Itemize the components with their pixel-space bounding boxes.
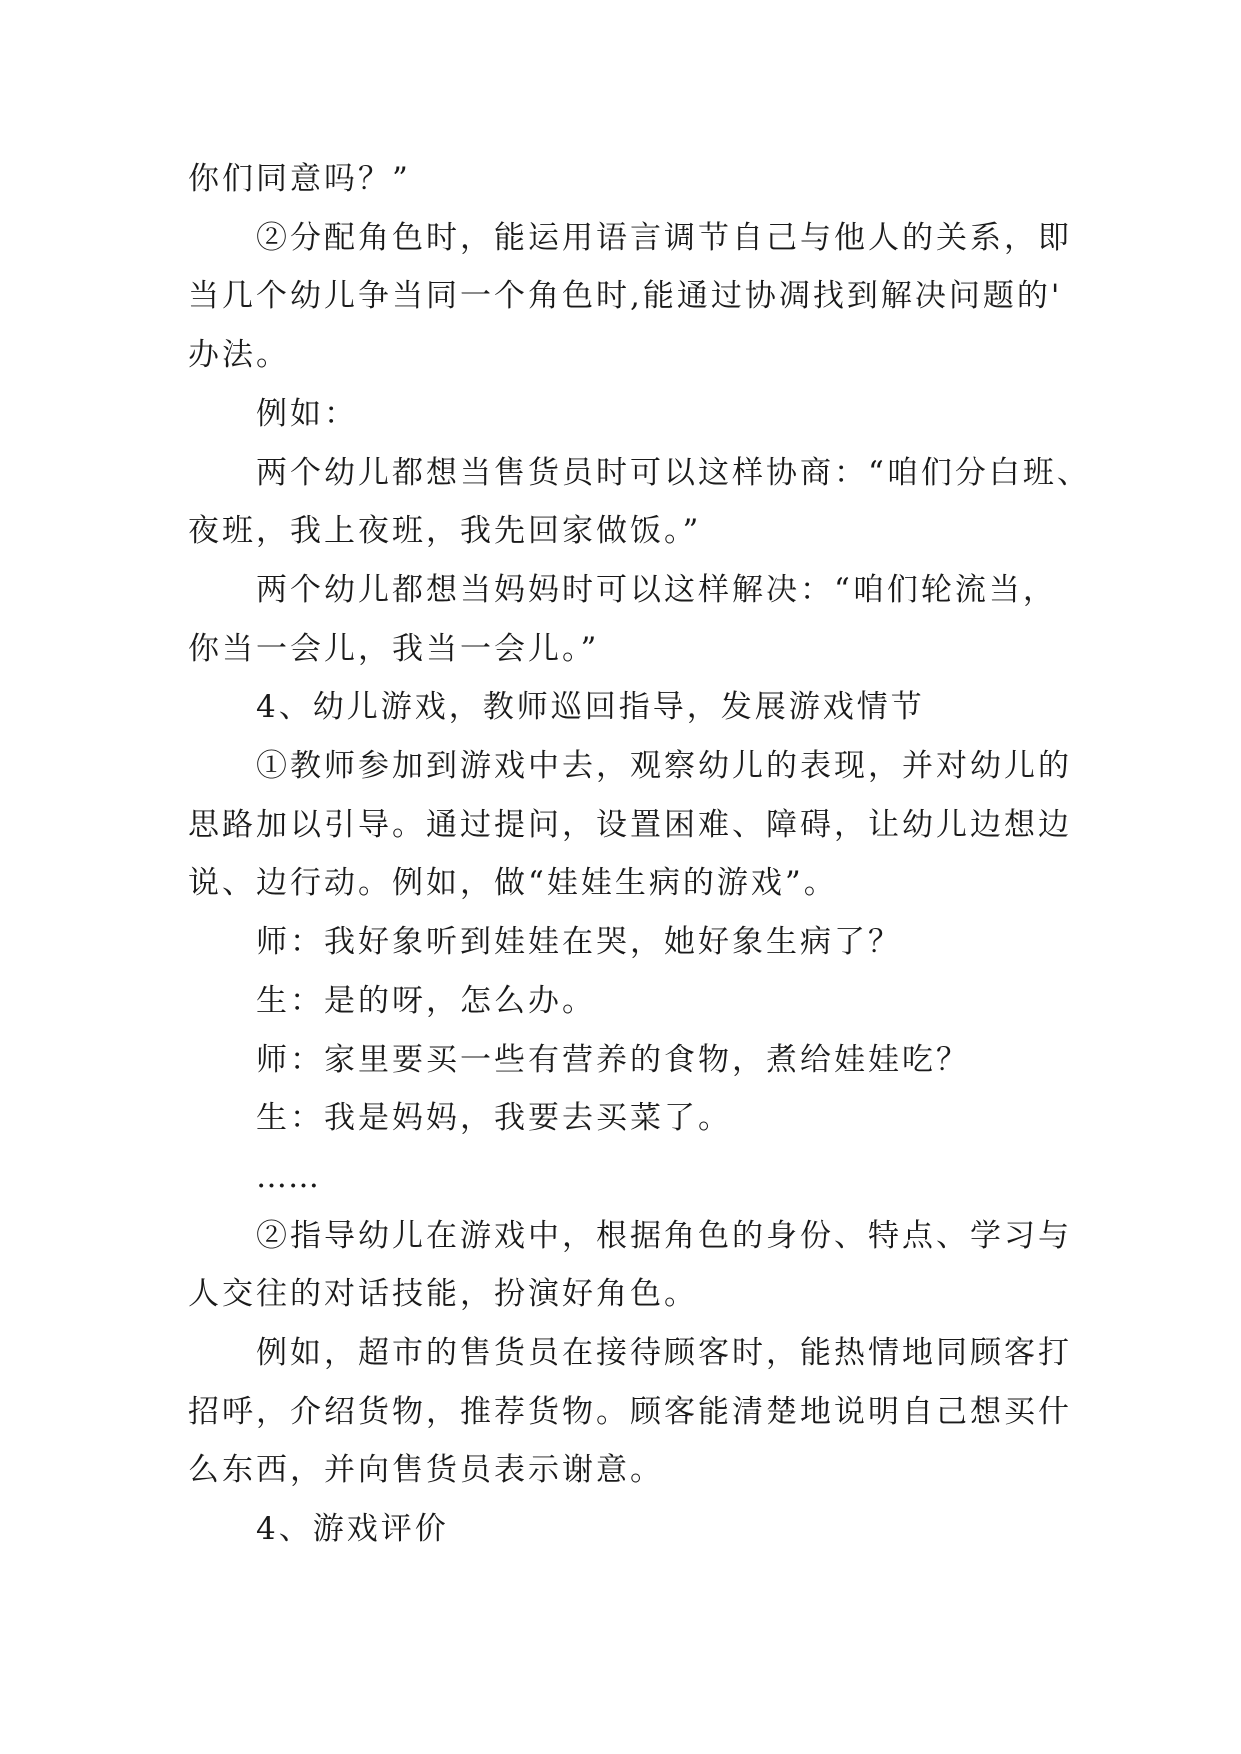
paragraph-line: 例如，超市的售货员在接待顾客时，能热情地同顾客打 (256, 1335, 1072, 1372)
paragraph-line: 招呼，介绍货物，推荐货物。顾客能清楚地说明自己想买什 (188, 1393, 1072, 1430)
paragraph-line: 夜班，我上夜班，我先回家做饭。” (188, 513, 702, 550)
paragraph-line: 你们同意吗？” (188, 161, 411, 197)
dialogue-line: 生：我是妈妈，我要去买菜了。 (256, 1100, 732, 1137)
ellipsis-line: …… (256, 1158, 320, 1195)
document-body (188, 150, 1091, 1559)
dialogue-line: 师：我好象听到娃娃在哭，她好象生病了？ (256, 924, 902, 961)
paragraph-line: 思路加以引导。通过提问，设置困难、障碍，让幼儿边想边 (188, 806, 1072, 843)
paragraph-line: 两个幼儿都想当售货员时可以这样协商：“咱们分白班、 (256, 454, 1091, 491)
paragraph-line: 人交往的对话技能，扮演好角色。 (188, 1276, 698, 1313)
paragraph-line: 说、边行动。例如，做“娃娃生病的游戏”。 (188, 865, 838, 902)
paragraph-line: 么东西，并向售货员表示谢意。 (188, 1452, 664, 1489)
paragraph-line: 例如： (256, 395, 358, 432)
section-heading: 4、幼儿游戏，教师巡回指导，发展游戏情节 (256, 689, 925, 726)
dialogue-line: 生：是的呀，怎么办。 (256, 982, 596, 1019)
paragraph-line: ①教师参加到游戏中去，观察幼儿的表现，并对幼儿的 (256, 748, 1072, 785)
paragraph-line: 当几个幼儿争当同一个角色时,能通过协凋找到解决问题的' (188, 278, 1063, 315)
paragraph-line: ②分配角色时，能运用语言调节自己与他人的关系，即 (256, 219, 1072, 256)
paragraph-line: 两个幼儿都想当妈妈时可以这样解决：“咱们轮流当， (256, 571, 1057, 608)
paragraph-line: 办法。 (188, 337, 290, 374)
section-heading: 4、游戏评价 (256, 1511, 449, 1548)
paragraph-line: 你当一会儿，我当一会儿。” (188, 630, 600, 667)
dialogue-line: 师：家里要买一些有营养的食物，煮给娃娃吃？ (256, 1041, 970, 1078)
paragraph-line: ②指导幼儿在游戏中，根据角色的身份、特点、学习与 (256, 1217, 1072, 1254)
